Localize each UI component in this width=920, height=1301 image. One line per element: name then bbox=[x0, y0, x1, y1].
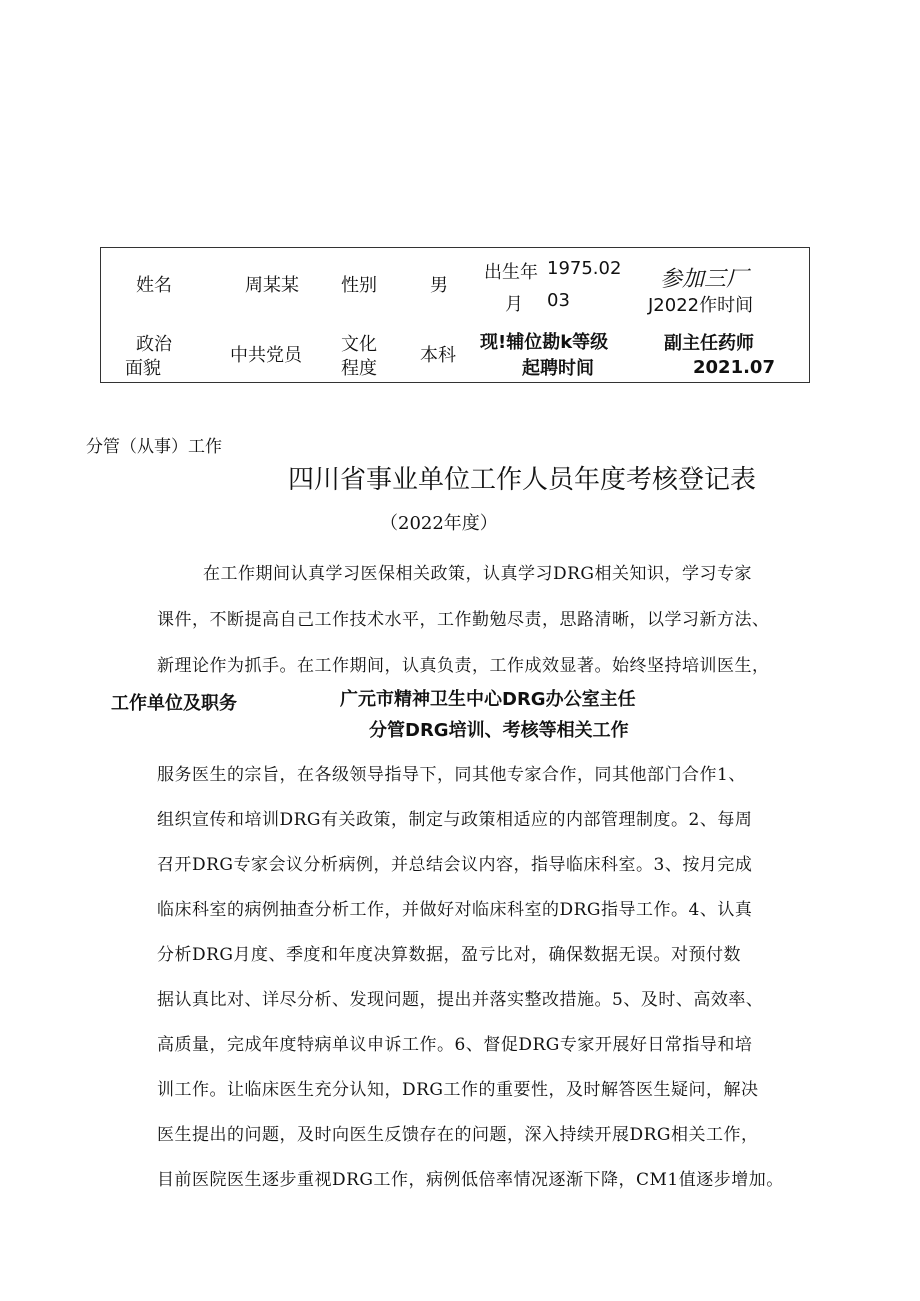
paragraph-line: 召开DRG专家会议分析病例，并总结会议内容，指导临床科室。3、按月完成 bbox=[157, 855, 753, 875]
paragraph-line: 新理论作为抓手。在工作期间，认真负责，工作成效显著。始终坚持培训医生， bbox=[157, 656, 770, 676]
form-title: 四川省事业单位工作人员年度考核登记表 bbox=[288, 465, 757, 495]
paragraph-line: 分析DRG月度、季度和年度决算数据，盈亏比对，确保数据无误。对预付数 bbox=[157, 945, 742, 965]
education-value: 本科 bbox=[420, 345, 456, 366]
paragraph-line: 在工作期间认真学习医保相关政策，认真学习DRG相关知识，学习专家 bbox=[203, 564, 753, 584]
position-value: 副主任药师 bbox=[664, 333, 754, 354]
education-label-line2: 程度 bbox=[341, 358, 377, 379]
paragraph-line: 服务医生的宗旨，在各级领导指导下，同其他专家合作，同其他部门合作1、 bbox=[157, 765, 746, 785]
birth-label-month: 月 bbox=[505, 294, 523, 315]
name-label: 姓名 bbox=[136, 275, 172, 296]
position-date: 2021.07 bbox=[693, 357, 775, 378]
form-year: （2022年度） bbox=[380, 513, 498, 534]
unit-value: 广元市精神卫生中心DRG办公室主任 bbox=[340, 689, 636, 710]
paragraph-line: 医生提出的问题，及时向医生反馈存在的问题，深入持续开展DRG相关工作， bbox=[157, 1125, 759, 1145]
paragraph-line: 高质量，完成年度特病单议申诉工作。6、督促DRG专家开展好日常指导和培 bbox=[157, 1035, 753, 1055]
birth-value-year: 1975.02 bbox=[547, 258, 622, 279]
duty-value: 分管DRG培训、考核等相关工作 bbox=[369, 720, 629, 741]
position-label-line1: 现!辅位勘k等级 bbox=[480, 332, 609, 353]
name-value: 周某某 bbox=[245, 275, 299, 296]
political-label-line1: 政治 bbox=[136, 334, 172, 355]
paragraph-line: 组织宣传和培训DRG有关政策，制定与政策相适应的内部管理制度。2、每周 bbox=[157, 810, 753, 830]
political-value: 中共党员 bbox=[230, 345, 302, 366]
political-label-line2: 面貌 bbox=[125, 358, 161, 379]
education-label-line1: 文化 bbox=[341, 334, 377, 355]
paragraph-line: 目前医院医生逐步重视DRG工作，病例低倍率情况逐渐下降，CM1值逐步增加。 bbox=[157, 1170, 784, 1190]
work-start-value: J2022作时间 bbox=[648, 295, 754, 316]
duty-heading: 分管（从事）工作 bbox=[86, 437, 222, 457]
paragraph-line: 据认真比对、详尽分析、发现问题，提出并落实整改措施。5、及时、高效率、 bbox=[157, 990, 764, 1010]
birth-value-month: 03 bbox=[547, 290, 570, 311]
unit-label: 工作单位及职务 bbox=[111, 693, 237, 714]
gender-label: 性别 bbox=[341, 275, 377, 296]
paragraph-line: 课件，不断提高自己工作技术水平，工作勤勉尽责，思路清晰，以学习新方法、 bbox=[157, 610, 770, 630]
gender-value: 男 bbox=[430, 275, 448, 296]
position-label-line2: 起聘时间 bbox=[522, 358, 594, 379]
paragraph-line: 临床科室的病例抽查分析工作，并做好对临床科室的DRG指导工作。4、认真 bbox=[157, 900, 753, 920]
birth-label-year: 出生年 bbox=[484, 262, 538, 283]
work-start-label: 参加三厂 bbox=[660, 267, 749, 292]
paragraph-line: 训工作。让临床医生充分认知，DRG工作的重要性，及时解答医生疑问，解决 bbox=[157, 1080, 759, 1100]
